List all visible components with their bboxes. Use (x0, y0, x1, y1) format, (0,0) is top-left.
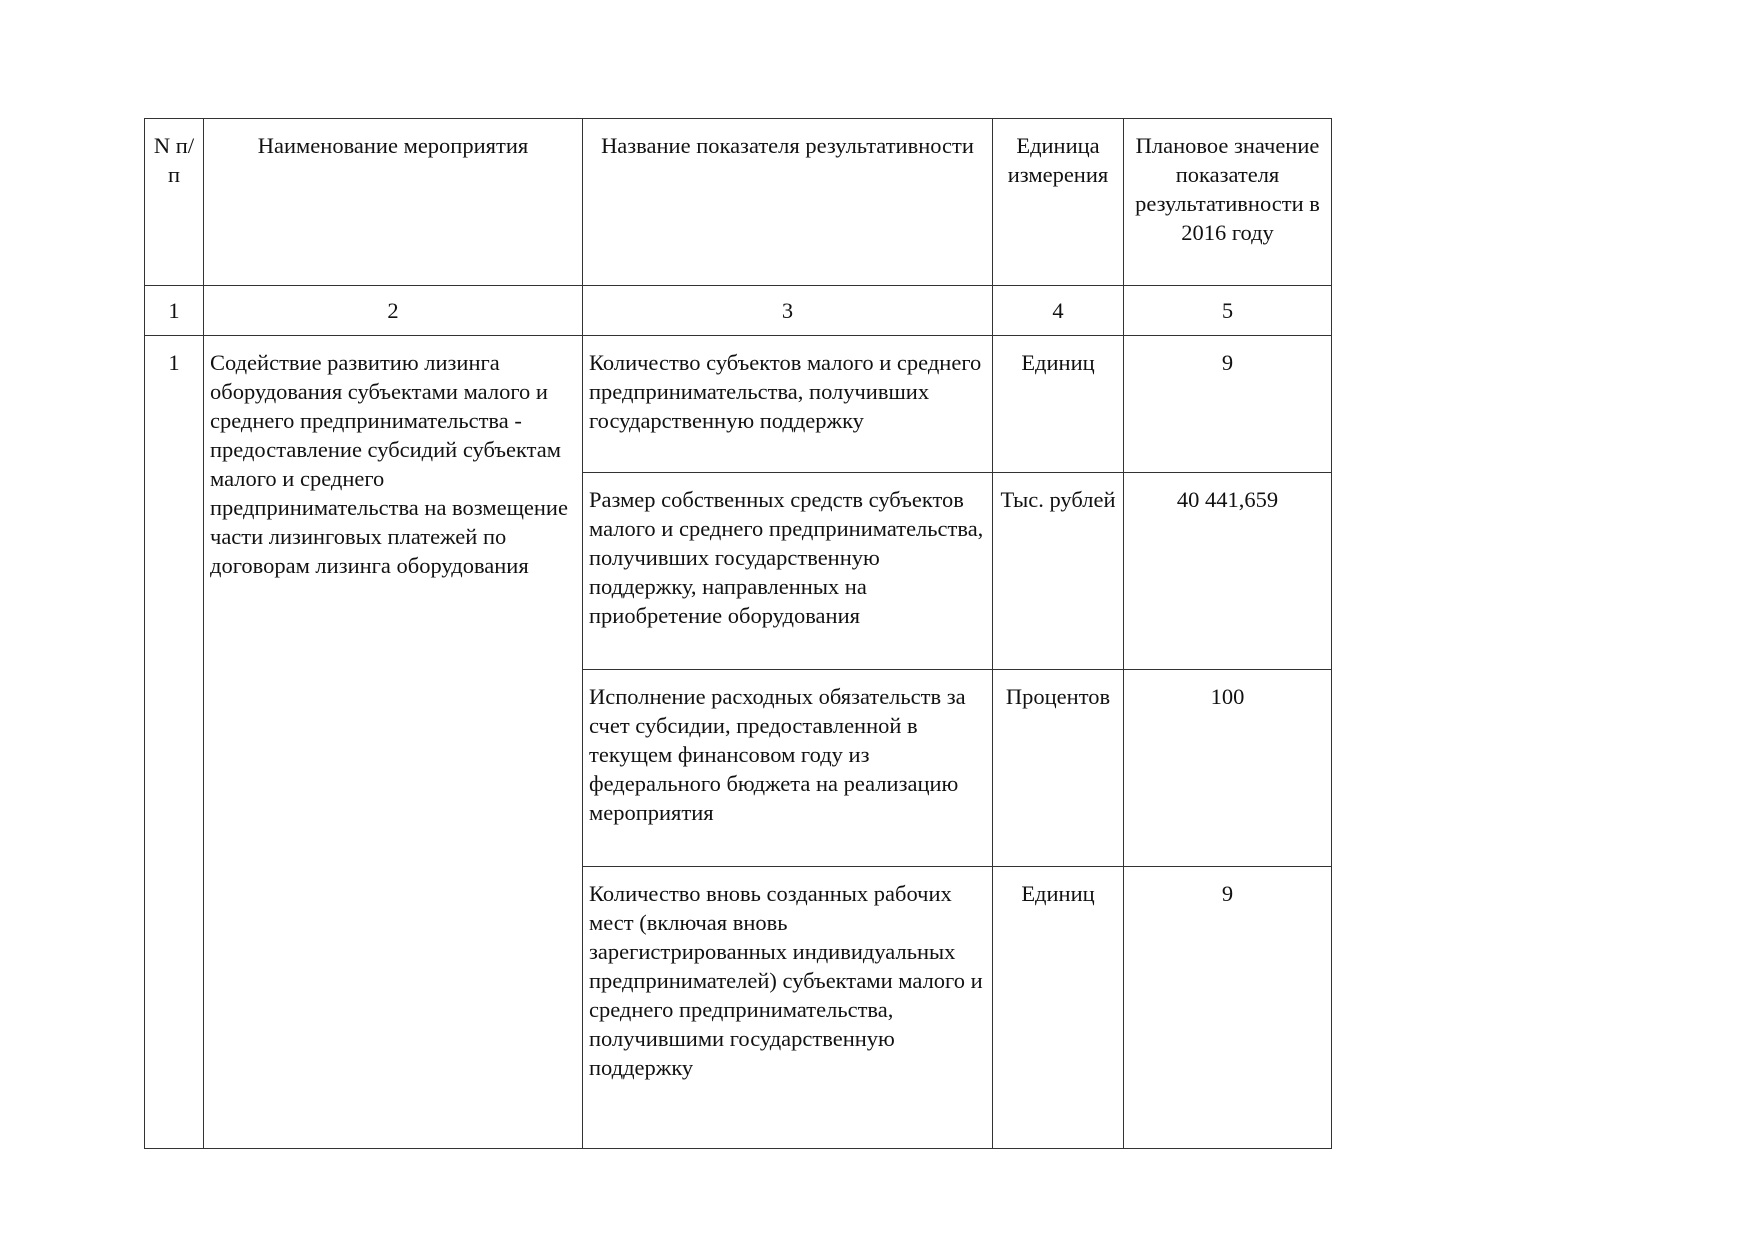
indicator-unit: Единиц (993, 867, 1124, 1149)
indicator-name: Количество субъектов малого и среднего предпринимательства, получивших государственную поддержку (583, 336, 993, 473)
header-number: N п/п (145, 119, 204, 286)
indicator-value: 100 (1124, 670, 1332, 867)
event-number: 1 (145, 336, 204, 1149)
column-number: 1 (145, 286, 204, 336)
header-indicator-name: Название показателя результативности (583, 119, 993, 286)
column-number: 4 (993, 286, 1124, 336)
indicator-unit: Единиц (993, 336, 1124, 473)
column-number: 5 (1124, 286, 1332, 336)
header-planned-value: Плановое значение показателя результативности в 2016 году (1124, 119, 1332, 286)
event-name: Содействие развитию лизинга оборудования субъектами малого и среднего предпринимательства - предоставление субсидий субъектам малого и среднего предпринимательства на возмещение части лизинговых платежей по договорам лизинга оборудования (204, 336, 583, 1149)
column-number: 2 (204, 286, 583, 336)
indicator-unit: Процентов (993, 670, 1124, 867)
indicators-table (144, 118, 1332, 1149)
column-number: 3 (583, 286, 993, 336)
indicator-value: 9 (1124, 867, 1332, 1149)
indicator-value: 9 (1124, 336, 1332, 473)
header-row (145, 119, 1332, 286)
indicator-name: Исполнение расходных обязательств за счет субсидии, предоставленной в текущем финансовом году из федерального бюджета на реализацию мероприятия (583, 670, 993, 867)
header-event-name: Наименование мероприятия (204, 119, 583, 286)
header-unit: Единица измерения (993, 119, 1124, 286)
indicator-name: Размер собственных средств субъектов малого и среднего предпринимательства, получивших государственную поддержку, направленных на приобретение оборудования (583, 473, 993, 670)
column-numbers-row (145, 286, 1332, 336)
indicator-name: Количество вновь созданных рабочих мест (включая вновь зарегистрированных индивидуальных предпринимателей) субъектами малого и среднего предпринимательства, получившими государственную поддержку (583, 867, 993, 1149)
indicator-unit: Тыс. рублей (993, 473, 1124, 670)
indicator-value: 40 441,659 (1124, 473, 1332, 670)
table-row (145, 336, 1332, 473)
